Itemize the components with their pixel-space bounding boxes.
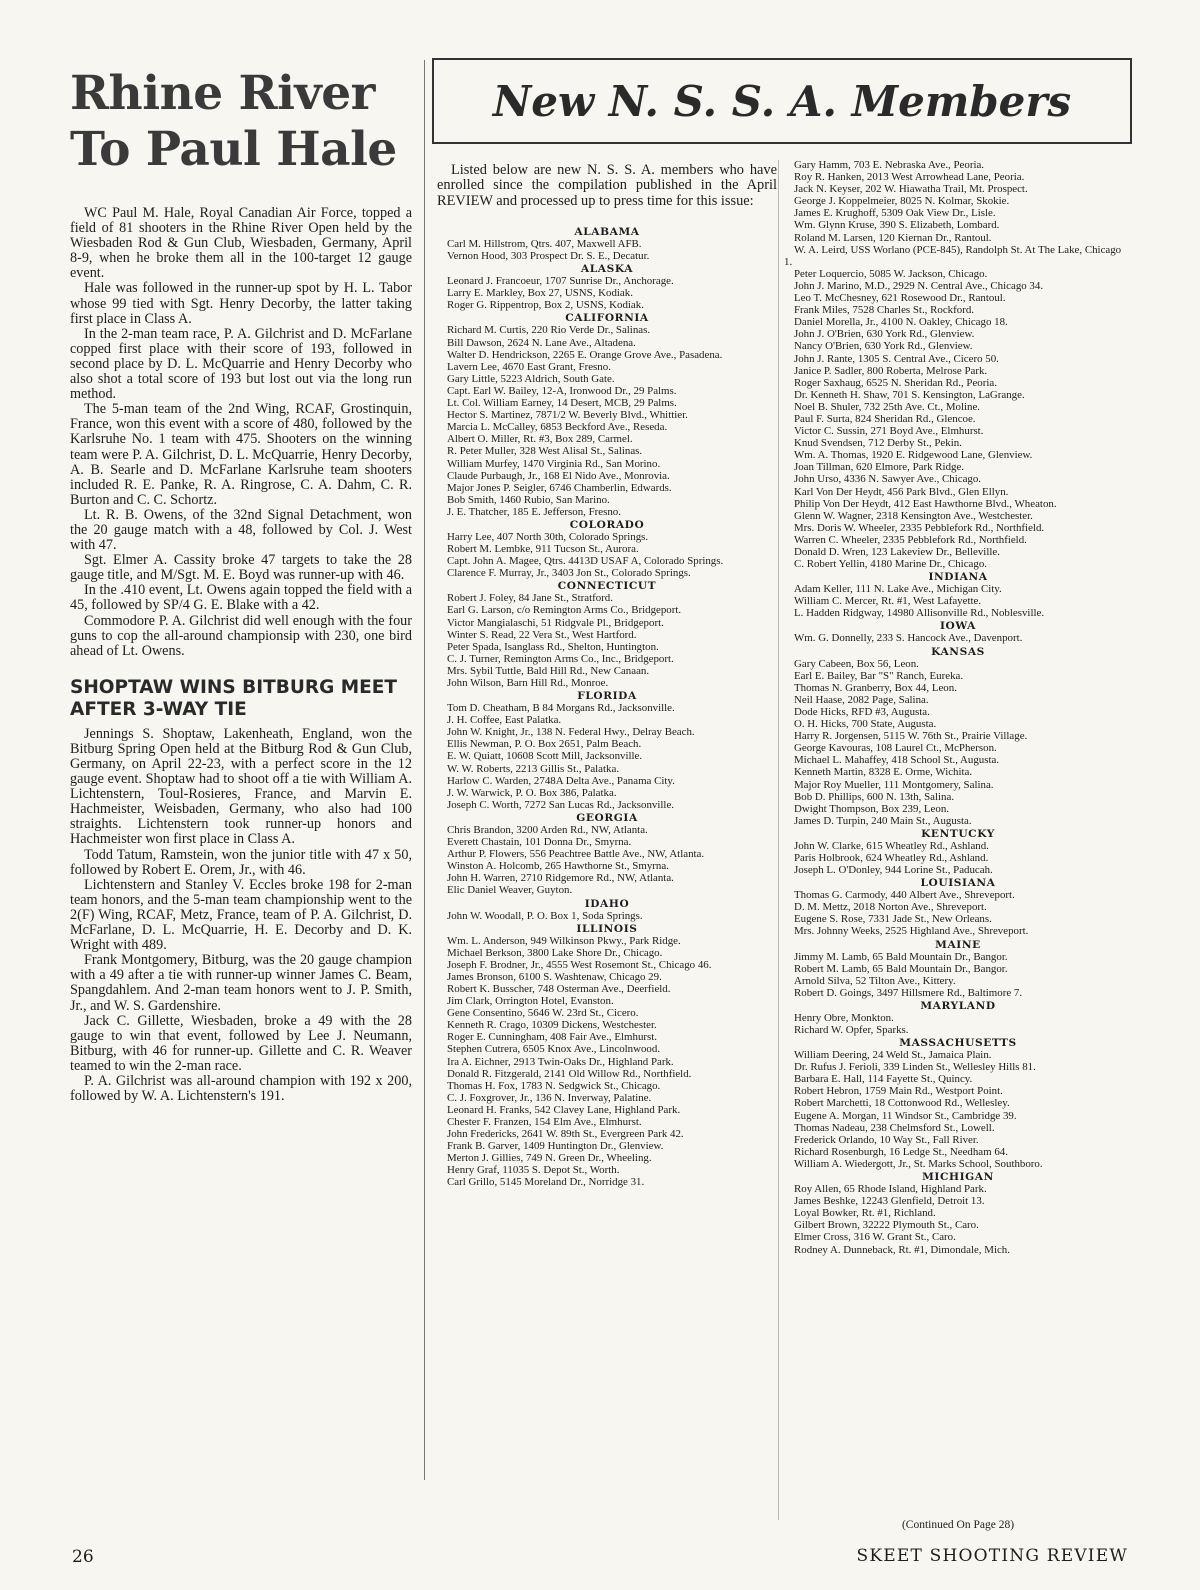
member-entry: Karl Von Der Heydt, 456 Park Blvd., Glen Ellyn. <box>794 485 1009 498</box>
member-entry: Eugene A. Morgan, 11 Windsor St., Cambridge 39. <box>794 1109 1017 1122</box>
member-entry: Thomas N. Granberry, Box 44, Leon. <box>794 681 957 694</box>
state-heading: MICHIGAN <box>922 1171 994 1184</box>
member-entry: Robert M. Lamb, 65 Bald Mountain Dr., Bangor. <box>794 962 1008 975</box>
member-entry: Major Roy Mueller, 111 Montgomery, Salina. <box>794 778 994 791</box>
member-entry: Warren C. Wheeler, 2335 Pebblefork Rd., Northfield. <box>794 533 1027 546</box>
members-intro <box>437 163 777 209</box>
member-entry: Daniel Morella, Jr., 4100 N. Oakley, Chicago 18. <box>794 316 1008 329</box>
member-entry: Nancy O'Brien, 630 York Rd., Glenview. <box>794 340 973 353</box>
member-entry: George J. Koppelmeier, 8025 N. Kolmar, Skokie. <box>794 195 1010 208</box>
member-entry: Joan Tillman, 620 Elmore, Park Ridge. <box>794 461 965 474</box>
state-heading: MARYLAND <box>920 999 996 1012</box>
member-entry: Roy R. Hanken, 2013 West Arrowhead Lane, Peoria. <box>794 171 1025 184</box>
member-entry: Roger E. Cunningham, 408 Fair Ave., Elmhurst. <box>447 1031 658 1044</box>
article-subhead: SHOPTAW WINS BITBURG MEET AFTER 3-WAY TIE <box>70 676 398 720</box>
members-title: New N. S. S. A. Members <box>492 76 1072 126</box>
member-entry: Frank Miles, 7528 Charles St., Rockford. <box>794 304 974 317</box>
member-entry: William C. Mercer, Rt. #1, West Lafayette. <box>794 595 982 608</box>
member-entry: Noel B. Shuler, 732 25th Ave. Ct., Moline. <box>794 400 981 413</box>
member-entry: James D. Turpin, 240 Main St., Augusta. <box>794 814 972 827</box>
member-entry: Wm. Glynn Kruse, 390 S. Elizabeth, Lombard. <box>794 219 1000 232</box>
member-entry: Adam Keller, 111 N. Lake Ave., Michigan City. <box>794 583 1002 596</box>
member-entry: Thomas Nadeau, 238 Chelmsford St., Lowell. <box>794 1121 995 1134</box>
member-entry: Richard W. Opfer, Sparks. <box>794 1024 909 1036</box>
member-entry: John W. Woodall, P. O. Box 1, Soda Springs. <box>447 909 643 922</box>
members-list-col1 <box>437 225 777 1189</box>
intro-text: Listed below are new N. S. S. A. members who have enrolled since the compilation published in the April REVIEW and processed up to press time for this issue: <box>437 162 777 209</box>
article-paragraph: Lichtenstern and Stanley V. Eccles broke 198 for 2-man team honors, and the 5-man team championship went to the 2(F) Wing, RCAF, Metz, France, team of P. A. Gilchrist, D. McFarlane, D. L. McQuarrie, H. E. Decorby and D. K. Wright with 489. <box>70 876 412 954</box>
member-entry: Ellis Newman, P. O. Box 2651, Palm Beach. <box>447 738 642 751</box>
member-entry: Michael L. Mahaffey, 418 School St., Augusta. <box>794 754 1000 767</box>
article-paragraph: Lt. R. B. Owens, of the 32nd Signal Detachment, won the 20 gauge match with a 48, followed by Col. J. West with 47. <box>70 506 412 554</box>
member-entry: John Urso, 4336 N. Sawyer Ave., Chicago. <box>794 473 982 486</box>
member-entry: Robert D. Goings, 3497 Hillsmere Rd., Baltimore 7. <box>794 986 1023 999</box>
state-heading: ILLINOIS <box>576 922 638 935</box>
member-entry: John Wilson, Barn Hill Rd., Monroe. <box>447 677 609 689</box>
article-paragraph: Todd Tatum, Ramstein, won the junior title with 47 x 50, followed by Robert E. Orem, Jr., with 46. <box>70 846 412 878</box>
member-entry: Larry E. Markley, Box 27, USNS, Kodiak. <box>447 287 633 300</box>
column-rule <box>778 160 779 1520</box>
member-entry: Harry R. Jorgensen, 5115 W. 76th St., Prairie Village. <box>794 730 1028 743</box>
member-entry: C. J. Turner, Remington Arms Co., Inc., Bridgeport. <box>447 652 674 665</box>
member-entry: Roy Allen, 65 Rhode Island, Highland Park. <box>794 1183 987 1196</box>
member-entry: Donald R. Fitzgerald, 2141 Old Willow Rd., Northfield. <box>447 1067 692 1080</box>
member-entry: Peter Loquercio, 5085 W. Jackson, Chicago. <box>794 267 988 280</box>
member-entry: Carl M. Hillstrom, Qtrs. 407, Maxwell AFB. <box>447 238 642 250</box>
member-entry: R. Peter Muller, 328 West Alisal St., Salinas. <box>447 445 643 458</box>
member-entry: Henry Graf, 11035 S. Depot St., Worth. <box>447 1164 620 1177</box>
member-entry: Lt. Col. William Earney, 14 Desert, MCB, 29 Palms. <box>447 397 677 410</box>
member-entry: Winter S. Read, 22 Vera St., West Hartford. <box>447 628 637 641</box>
member-entry: Richard M. Curtis, 220 Rio Verde Dr., Salinas. <box>447 324 651 337</box>
member-entry: Bill Dawson, 2624 N. Lane Ave., Altadena. <box>447 336 636 349</box>
member-entry: James Bronson, 6100 S. Washtenaw, Chicago 29. <box>447 970 662 983</box>
member-entry: J. H. Coffee, East Palatka. <box>447 714 562 727</box>
member-entry: Lavern Lee, 4670 East Grant, Fresno. <box>447 360 611 373</box>
member-entry: O. H. Hicks, 700 State, Augusta. <box>794 718 937 731</box>
member-entry: Mrs. Doris W. Wheeler, 2335 Pebblefork Rd., Northfield. <box>794 521 1045 534</box>
member-entry: John W. Clarke, 615 Wheatley Rd., Ashland. <box>794 839 989 852</box>
member-entry: Kenneth R. Crago, 10309 Dickens, Westchester. <box>447 1019 657 1032</box>
member-entry: Joseph C. Worth, 7272 San Lucas Rd., Jacksonville. <box>447 798 675 811</box>
state-heading: MASSACHUSETTS <box>899 1037 1017 1050</box>
member-entry: J. W. Warwick, P. O. Box 386, Palatka. <box>447 786 617 799</box>
member-entry: Harlow C. Warden, 2748A Delta Ave., Panama City. <box>447 774 675 787</box>
member-entry: James Beshke, 12243 Glenfield, Detroit 13. <box>794 1195 985 1208</box>
article-paragraph: P. A. Gilchrist was all-around champion with 192 x 200, followed by W. A. Lichtenstern's 191. <box>70 1072 412 1105</box>
member-entry: Robert Hebron, 1759 Main Rd., Westport Point. <box>794 1085 1003 1098</box>
state-heading: ALASKA <box>580 263 634 276</box>
member-entry: Michael Berkson, 3800 Lake Shore Dr., Chicago. <box>447 946 663 959</box>
article-paragraph: Frank Montgomery, Bitburg, was the 20 gauge champion with a 49 after a tie with runner-up winner James C. Beam, Spangdahlem. And 2-man team honors went to J. P. Smith, Jr., and W. S. Gardenshire. <box>70 952 412 1014</box>
state-heading: ALABAMA <box>574 226 640 238</box>
member-entry: James E. Krughoff, 5309 Oak View Dr., Lisle. <box>794 207 996 220</box>
member-entry: Henry Obre, Monkton. <box>794 1011 894 1024</box>
member-entry: Richard Rosenburgh, 16 Ledge St., Needham 64. <box>794 1145 1008 1158</box>
article-paragraph: WC Paul M. Hale, Royal Canadian Air Force, topped a field of 81 shooters in the Rhine River Open held by the Wiesbaden Rod & Gun Club, Wiesbaden, Germany, April 8-9, when he broke them all in the 100-target 12 gauge event. <box>70 205 412 282</box>
member-entry: Elic Daniel Weaver, Guyton. <box>447 884 573 897</box>
member-entry: W. A. Leird, USS Worlano (PCE-845), Randolph St. At The Lake, Chicago 1. <box>784 243 1122 268</box>
member-entry: Frank B. Garver, 1409 Huntington Dr., Glenview. <box>447 1140 664 1153</box>
member-entry: Bob D. Phillips, 600 N. 13th, Salina. <box>794 790 955 803</box>
state-heading: GEORGIA <box>576 811 638 824</box>
member-entry: J. E. Thatcher, 185 E. Jefferson, Fresno. <box>447 505 621 518</box>
member-entry: Gene Consentino, 5646 W. 23rd St., Cicero. <box>447 1007 639 1020</box>
member-entry: John W. Knight, Jr., 138 N. Federal Hwy., Delray Beach. <box>447 726 695 739</box>
member-entry: Frederick Orlando, 10 Way St., Fall River. <box>794 1133 979 1146</box>
member-entry: Winston A. Holcomb, 265 Hawthorne St., Smyrna. <box>447 860 669 873</box>
member-entry: Rodney A. Dunneback, Rt. #1, Dimondale, Mich. <box>794 1243 1010 1256</box>
member-entry: Dr. Kenneth H. Shaw, 701 S. Kensington, LaGrange. <box>794 388 1025 401</box>
member-entry: Paul F. Surta, 824 Sheridan Rd., Glencoe. <box>794 412 976 425</box>
member-entry: William A. Wiedergott, Jr., St. Marks School, Southboro. <box>794 1157 1043 1170</box>
member-entry: Vernon Hood, 303 Prospect Dr. S. E., Decatur. <box>447 250 650 263</box>
article-body <box>70 206 412 659</box>
member-entry: Roger Saxhaug, 6525 N. Sheridan Rd., Peoria. <box>794 376 997 389</box>
members-header-box <box>432 58 1132 144</box>
state-heading: FLORIDA <box>577 690 637 703</box>
member-entry: Joseph L. O'Donley, 944 Lorine St., Paducah. <box>794 864 993 877</box>
member-entry: Leo T. McChesney, 621 Rosewood Dr., Rantoul. <box>794 292 1006 305</box>
member-entry: Arthur P. Flowers, 556 Peachtree Battle Ave., NW, Atlanta. <box>447 848 705 861</box>
member-entry: William Murfey, 1470 Virginia Rd., San Morino. <box>447 457 661 470</box>
column-rule <box>424 60 425 1480</box>
article-paragraph: Jack C. Gillette, Wiesbaden, broke a 49 with the 28 gauge to win that event, followed by Lee J. Neumann, Bitburg, with 46 for runner-up. Gillette and C. R. Weaver teamed to win the 2-man race. <box>70 1012 412 1074</box>
member-entry: George Kavouras, 108 Laurel Ct., McPherson. <box>794 742 997 755</box>
member-entry: Knud Svendsen, 712 Derby St., Pekin. <box>794 437 962 450</box>
member-entry: John J. O'Brien, 630 York Rd., Glenview. <box>794 328 975 341</box>
member-entry: Jim Clark, Orrington Hotel, Evanston. <box>447 995 614 1008</box>
state-heading: MAINE <box>935 938 981 951</box>
member-entry: Glenn W. Wagner, 2318 Kensington Ave., Westchester. <box>794 509 1033 522</box>
member-entry: Paris Holbrook, 624 Wheatley Rd., Ashland. <box>794 851 989 864</box>
member-entry: Roger G. Rippentrop, Box 2, USNS, Kodiak. <box>447 299 644 312</box>
state-heading: LOUISIANA <box>920 877 996 890</box>
member-entry: Harry Lee, 407 North 30th, Colorado Springs. <box>447 530 649 543</box>
member-entry: Mrs. Sybil Tuttle, Bald Hill Rd., New Canaan. <box>447 664 650 677</box>
member-entry: Hector S. Martinez, 7871/2 W. Beverly Blvd., Whittier. <box>447 409 688 422</box>
member-entry: C. J. Foxgrover, Jr., 136 N. Inverway, Palatine. <box>447 1091 652 1104</box>
state-heading: IDAHO <box>584 897 630 910</box>
page-number: 26 <box>72 1547 94 1567</box>
member-entry: Dr. Rufus J. Ferioli, 339 Linden St., Wellesley Hills 81. <box>794 1061 1036 1074</box>
member-entry: Carl Grillo, 5145 Moreland Dr., Norridge 31. <box>447 1176 645 1189</box>
member-entry: Joseph F. Brodner, Jr., 4555 West Rosemont St., Chicago 46. <box>447 958 712 971</box>
article-headline: Rhine River To Paul Hale <box>70 66 397 177</box>
member-entry: Robert J. Foley, 84 Jane St., Stratford. <box>447 592 613 605</box>
member-entry: W. W. Roberts, 2213 Gillis St., Palatka. <box>447 762 620 775</box>
member-entry: Wm. A. Thomas, 1920 E. Ridgewood Lane, Glenview. <box>794 449 1033 462</box>
member-entry: Jack N. Keyser, 202 W. Hiawatha Trail, Mt. Prospect. <box>794 183 1028 196</box>
article-paragraph: The 5-man team of the 2nd Wing, RCAF, Grostinquin, France, won this event with a score of 480, followed by the Karlsruhe No. 1 team with 475. Shooters on the winning team were P. A. Gilchrist, D. L. McQuarrie, Henry Decorby, A. B. Searle and D. McFarlane Karlsruhe team shooters included R. E. Panke, R. A. Ringrose, C. A. Dahm, C. R. Burton and C. C. Schortz. <box>70 401 412 508</box>
member-entry: Wm. G. Donnelly, 233 S. Hancock Ave., Davenport. <box>794 632 1023 645</box>
member-entry: Roland M. Larsen, 120 Kiernan Dr., Rantoul. <box>794 231 992 244</box>
member-entry: Tom D. Cheatham, B 84 Morgans Rd., Jacksonville. <box>447 702 675 715</box>
member-entry: Wm. L. Anderson, 949 Wilkinson Pkwy., Park Ridge. <box>447 934 681 947</box>
member-entry: Stephen Cutrera, 6505 Knox Ave., Lincolnwood. <box>447 1043 661 1056</box>
member-entry: Capt. Earl W. Bailey, 12-A, Ironwood Dr., 29 Palms. <box>447 384 677 397</box>
member-entry: Bob Smith, 1460 Rubio, San Marino. <box>447 493 610 506</box>
member-entry: Robert Marchetti, 18 Cottonwood Rd., Wellesley. <box>794 1097 1010 1110</box>
member-entry: John H. Warren, 2710 Ridgemore Rd., NW, Atlanta. <box>447 872 674 885</box>
member-entry: E. W. Quiatt, 10608 Scott Mill, Jacksonville. <box>447 750 643 763</box>
member-entry: Elmer Cross, 316 W. Grant St., Caro. <box>794 1231 956 1244</box>
member-entry: Kenneth Martin, 8328 E. Orme, Wichita. <box>794 766 973 779</box>
member-entry: Arnold Silva, 52 Tilton Ave., Kittery. <box>794 974 956 987</box>
member-entry: L. Hadden Ridgway, 14980 Allisonville Rd., Noblesville. <box>794 607 1045 620</box>
member-entry: Mrs. Johnny Weeks, 2525 Highland Ave., Shreveport. <box>794 925 1029 938</box>
member-entry: Chester F. Franzen, 154 Elm Ave., Elmhurst. <box>447 1116 642 1128</box>
member-entry: Capt. John A. Magee, Qtrs. 4413D USAF A, Colorado Springs. <box>447 555 724 568</box>
member-entry: Clarence F. Murray, Jr., 3403 Jon St., Colorado Springs. <box>447 567 691 580</box>
article-paragraph: Commodore P. A. Gilchrist did well enough with the four guns to cop the all-around championsip with 230, one bird ahead of Lt. Owens. <box>70 612 412 659</box>
article-paragraph: In the .410 event, Lt. Owens again topped the field with a 45, followed by SP/4 G. E. Blake with a 42. <box>70 582 412 614</box>
article-paragraph: Jennings S. Shoptaw, Lakenheath, England, won the Bitburg Spring Open held at the Bitburg Rod & Gun Club, Germany, on April 22-23, with a perfect score in the 12 gauge event. Shoptaw had to shoot off a tie with William A. Lichtenstern, Toul-Rosieres, France, and Marvin E. Hachmeister, Weisbaden, Germany, who also had 100 straights. Lichtenstern took runner-up honors and Hachmeister won first place in Class A. <box>70 725 412 848</box>
state-heading: IOWA <box>939 620 977 633</box>
member-entry: Victor Mangialaschi, 51 Ridgvale Pl., Bridgeport. <box>447 616 664 629</box>
member-entry: Ira A. Eichner, 2913 Twin-Oaks Dr., Highland Park. <box>447 1055 674 1068</box>
article-column <box>70 66 412 1104</box>
member-entry: John Fredericks, 2641 W. 89th St., Evergreen Park 42. <box>447 1128 684 1141</box>
state-heading: CALIFORNIA <box>565 312 649 325</box>
member-entry: William Deering, 24 Weld St., Jamaica Plain. <box>794 1049 992 1062</box>
member-entry: Janice P. Sadler, 800 Roberta, Melrose Park. <box>794 364 988 377</box>
magazine-name: SKEET SHOOTING REVIEW <box>856 1546 1128 1566</box>
state-heading: COLORADO <box>569 518 645 531</box>
member-entry: Gary Hamm, 703 E. Nebraska Ave., Peoria. <box>794 159 985 171</box>
member-entry: John J. Rante, 1305 S. Central Ave., Cicero 50. <box>794 352 999 365</box>
state-heading: INDIANA <box>928 571 988 584</box>
member-entry: Gary Cabeen, Box 56, Leon. <box>794 657 919 670</box>
state-heading: CONNECTICUT <box>557 580 657 593</box>
member-entry: C. Robert Yellin, 4180 Marine Dr., Chicago. <box>794 558 987 571</box>
member-entry: John J. Marino, M.D., 2929 N. Central Ave., Chicago 34. <box>794 279 1044 292</box>
member-entry: Thomas H. Fox, 1783 N. Sedgwick St., Chicago. <box>447 1079 661 1092</box>
state-heading: KENTUCKY <box>921 827 995 840</box>
member-entry: Eugene S. Rose, 7331 Jade St., New Orleans. <box>794 913 992 926</box>
members-list-col2 <box>784 159 1132 1256</box>
article-paragraph: Sgt. Elmer A. Cassity broke 47 targets to take the 28 gauge title, and M/Sgt. M. E. Boyd was runner-up with 46. <box>70 552 412 584</box>
member-entry: Neil Haase, 2082 Page, Salina. <box>794 693 929 706</box>
member-entry: Marcia L. McCalley, 6853 Beckford Ave., Reseda. <box>447 421 668 434</box>
member-entry: Loyal Bowker, Rt. #1, Richland. <box>794 1207 936 1220</box>
member-entry: Victor C. Sussin, 271 Boyd Ave., Elmhurst. <box>794 425 984 438</box>
member-entry: Major Jones P. Seigler, 6746 Chamberlin, Edwards. <box>447 481 672 494</box>
article-body-2 <box>70 727 412 1104</box>
member-entry: Earl E. Bailey, Bar "S" Ranch, Eureka. <box>794 669 964 682</box>
member-entry: Everett Chastain, 101 Donna Dr., Smyrna. <box>447 836 632 849</box>
member-entry: Gilbert Brown, 32222 Plymouth St., Caro. <box>794 1219 979 1232</box>
member-entry: Leonard J. Francoeur, 1707 Sunrise Dr., Anchorage. <box>447 275 674 288</box>
member-entry: Claude Purbaugh, Jr., 168 El Nido Ave., Monrovia. <box>447 469 670 482</box>
member-entry: Barbara E. Hall, 114 Fayette St., Quincy. <box>794 1073 973 1086</box>
member-entry: Albert O. Miller, Rt. #3, Box 289, Carmel. <box>447 433 633 446</box>
article-paragraph: Hale was followed in the runner-up spot by H. L. Tabor whose 99 tied with Sgt. Henry Decorby, the latter taking first place in Class A. <box>70 280 412 327</box>
member-entry: Philip Von Der Heydt, 412 East Hawthorne Blvd., Wheaton. <box>794 497 1057 510</box>
article-paragraph: In the 2-man team race, P. A. Gilchrist and D. McFarlane copped first place with their score of 193, followed in second place by D. L. McQuarrie and Henry Decorby who also shot a total score of 193 but lost out via the long run method. <box>70 325 412 403</box>
member-entry: Walter D. Hendrickson, 2265 E. Orange Grove Ave., Pasadena. <box>447 348 723 361</box>
member-entry: Donald D. Wren, 123 Lakeview Dr., Belleville. <box>794 546 1000 558</box>
member-entry: Dwight Thompson, Box 239, Leon. <box>794 802 949 815</box>
state-heading: KANSAS <box>931 645 985 658</box>
member-entry: Dode Hicks, RFD #3, Augusta. <box>794 705 930 718</box>
member-entry: Peter Spada, Isanglass Rd., Shelton, Huntington. <box>447 640 659 653</box>
member-entry: Merton J. Gillies, 749 N. Green Dr., Wheeling. <box>447 1152 652 1165</box>
member-entry: Robert K. Busscher, 748 Osterman Ave., Deerfield. <box>447 982 671 995</box>
member-entry: D. M. Mettz, 2018 Norton Ave., Shreveport. <box>794 901 987 914</box>
member-entry: Leonard H. Franks, 542 Clavey Lane, Highland Park. <box>447 1103 681 1116</box>
member-entry: Robert M. Lembke, 911 Tucson St., Aurora. <box>447 543 639 556</box>
member-entry: Earl G. Larson, c/o Remington Arms Co., Bridgeport. <box>447 604 682 617</box>
continued-note: (Continued On Page 28) <box>901 1519 1015 1531</box>
member-entry: Thomas G. Carmody, 440 Albert Ave., Shreveport. <box>794 889 1015 902</box>
member-entry: Chris Brandon, 3200 Arden Rd., NW, Atlanta. <box>447 823 648 836</box>
member-entry: Jimmy M. Lamb, 65 Bald Mountain Dr., Bangor. <box>794 950 1008 963</box>
member-entry: Gary Little, 5223 Aldrich, South Gate. <box>447 372 615 385</box>
